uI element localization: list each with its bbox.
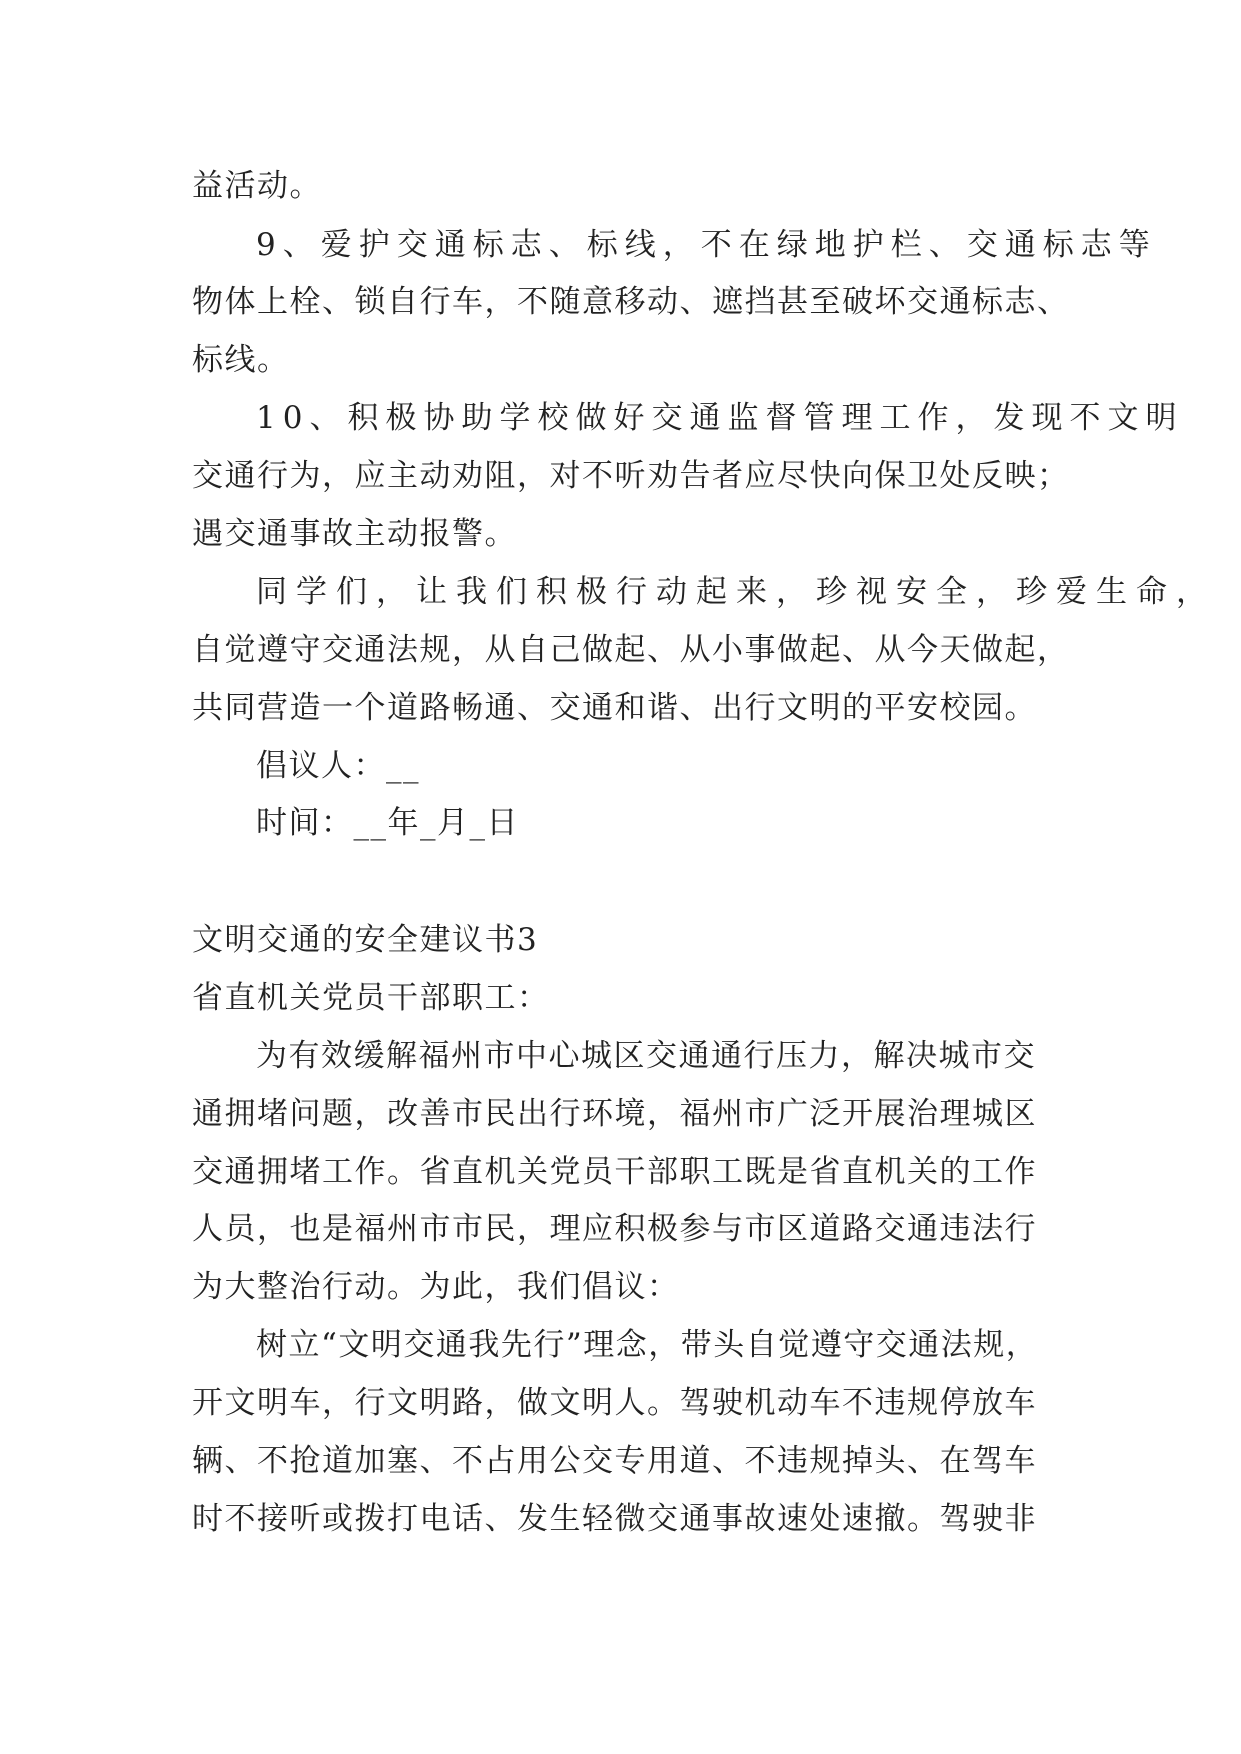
text-line: 交通行为，应主动劝阻，对不听劝告者应尽快向保卫处反映； [192, 458, 1070, 494]
text-line: 辆、不抢道加塞、不占用公交专用道、不违规掉头、在驾车 [192, 1443, 1037, 1479]
text-line: 遇交通事故主动报警。 [192, 516, 517, 552]
text-line: 开文明车，行文明路，做文明人。驾驶机动车不违规停放车 [192, 1385, 1037, 1421]
text-line: 物体上栓、锁自行车，不随意移动、遮挡甚至破坏交通标志、 [192, 284, 1070, 320]
text-line: 自觉遵守交通法规，从自己做起、从小事做起、从今天做起， [192, 632, 1070, 668]
text-line: 共同营造一个道路畅通、交通和谐、出行文明的平安校园。 [192, 690, 1037, 726]
text-line: 标线。 [192, 342, 290, 378]
text-line: 益活动。 [192, 168, 322, 204]
salutation: 省直机关党员干部职工： [192, 980, 550, 1016]
text-line: 通拥堵问题，改善市民出行环境，福州市广泛开展治理城区 [192, 1096, 1037, 1132]
text-line: 为有效缓解福州市中心城区交通通行压力，解决城市交 [256, 1038, 1036, 1074]
section-title: 文明交通的安全建议书3 [192, 922, 539, 958]
text-line: 10、积极协助学校做好交通监督管理工作，发现不文明 [256, 400, 1184, 436]
text-line: 树立“文明交通我先行”理念，带头自觉遵守交通法规， [256, 1327, 1039, 1363]
text-line: 9、爱护交通标志、标线，不在绿地护栏、交通标志等 [256, 227, 1157, 263]
text-line: 人员，也是福州市市民，理应积极参与市区道路交通违法行 [192, 1211, 1037, 1247]
text-line: 交通拥堵工作。省直机关党员干部职工既是省直机关的工作 [192, 1154, 1037, 1190]
date-line: 时间：__年_月_日 [256, 805, 519, 841]
text-line: 同学们，让我们积极行动起来，珍视安全，珍爱生命， [256, 574, 1216, 610]
signature-line: 倡议人：__ [256, 748, 420, 784]
text-line: 为大整治行动。为此，我们倡议： [192, 1269, 680, 1305]
text-line: 时不接听或拨打电话、发生轻微交通事故速处速撤。驾驶非 [192, 1501, 1037, 1537]
